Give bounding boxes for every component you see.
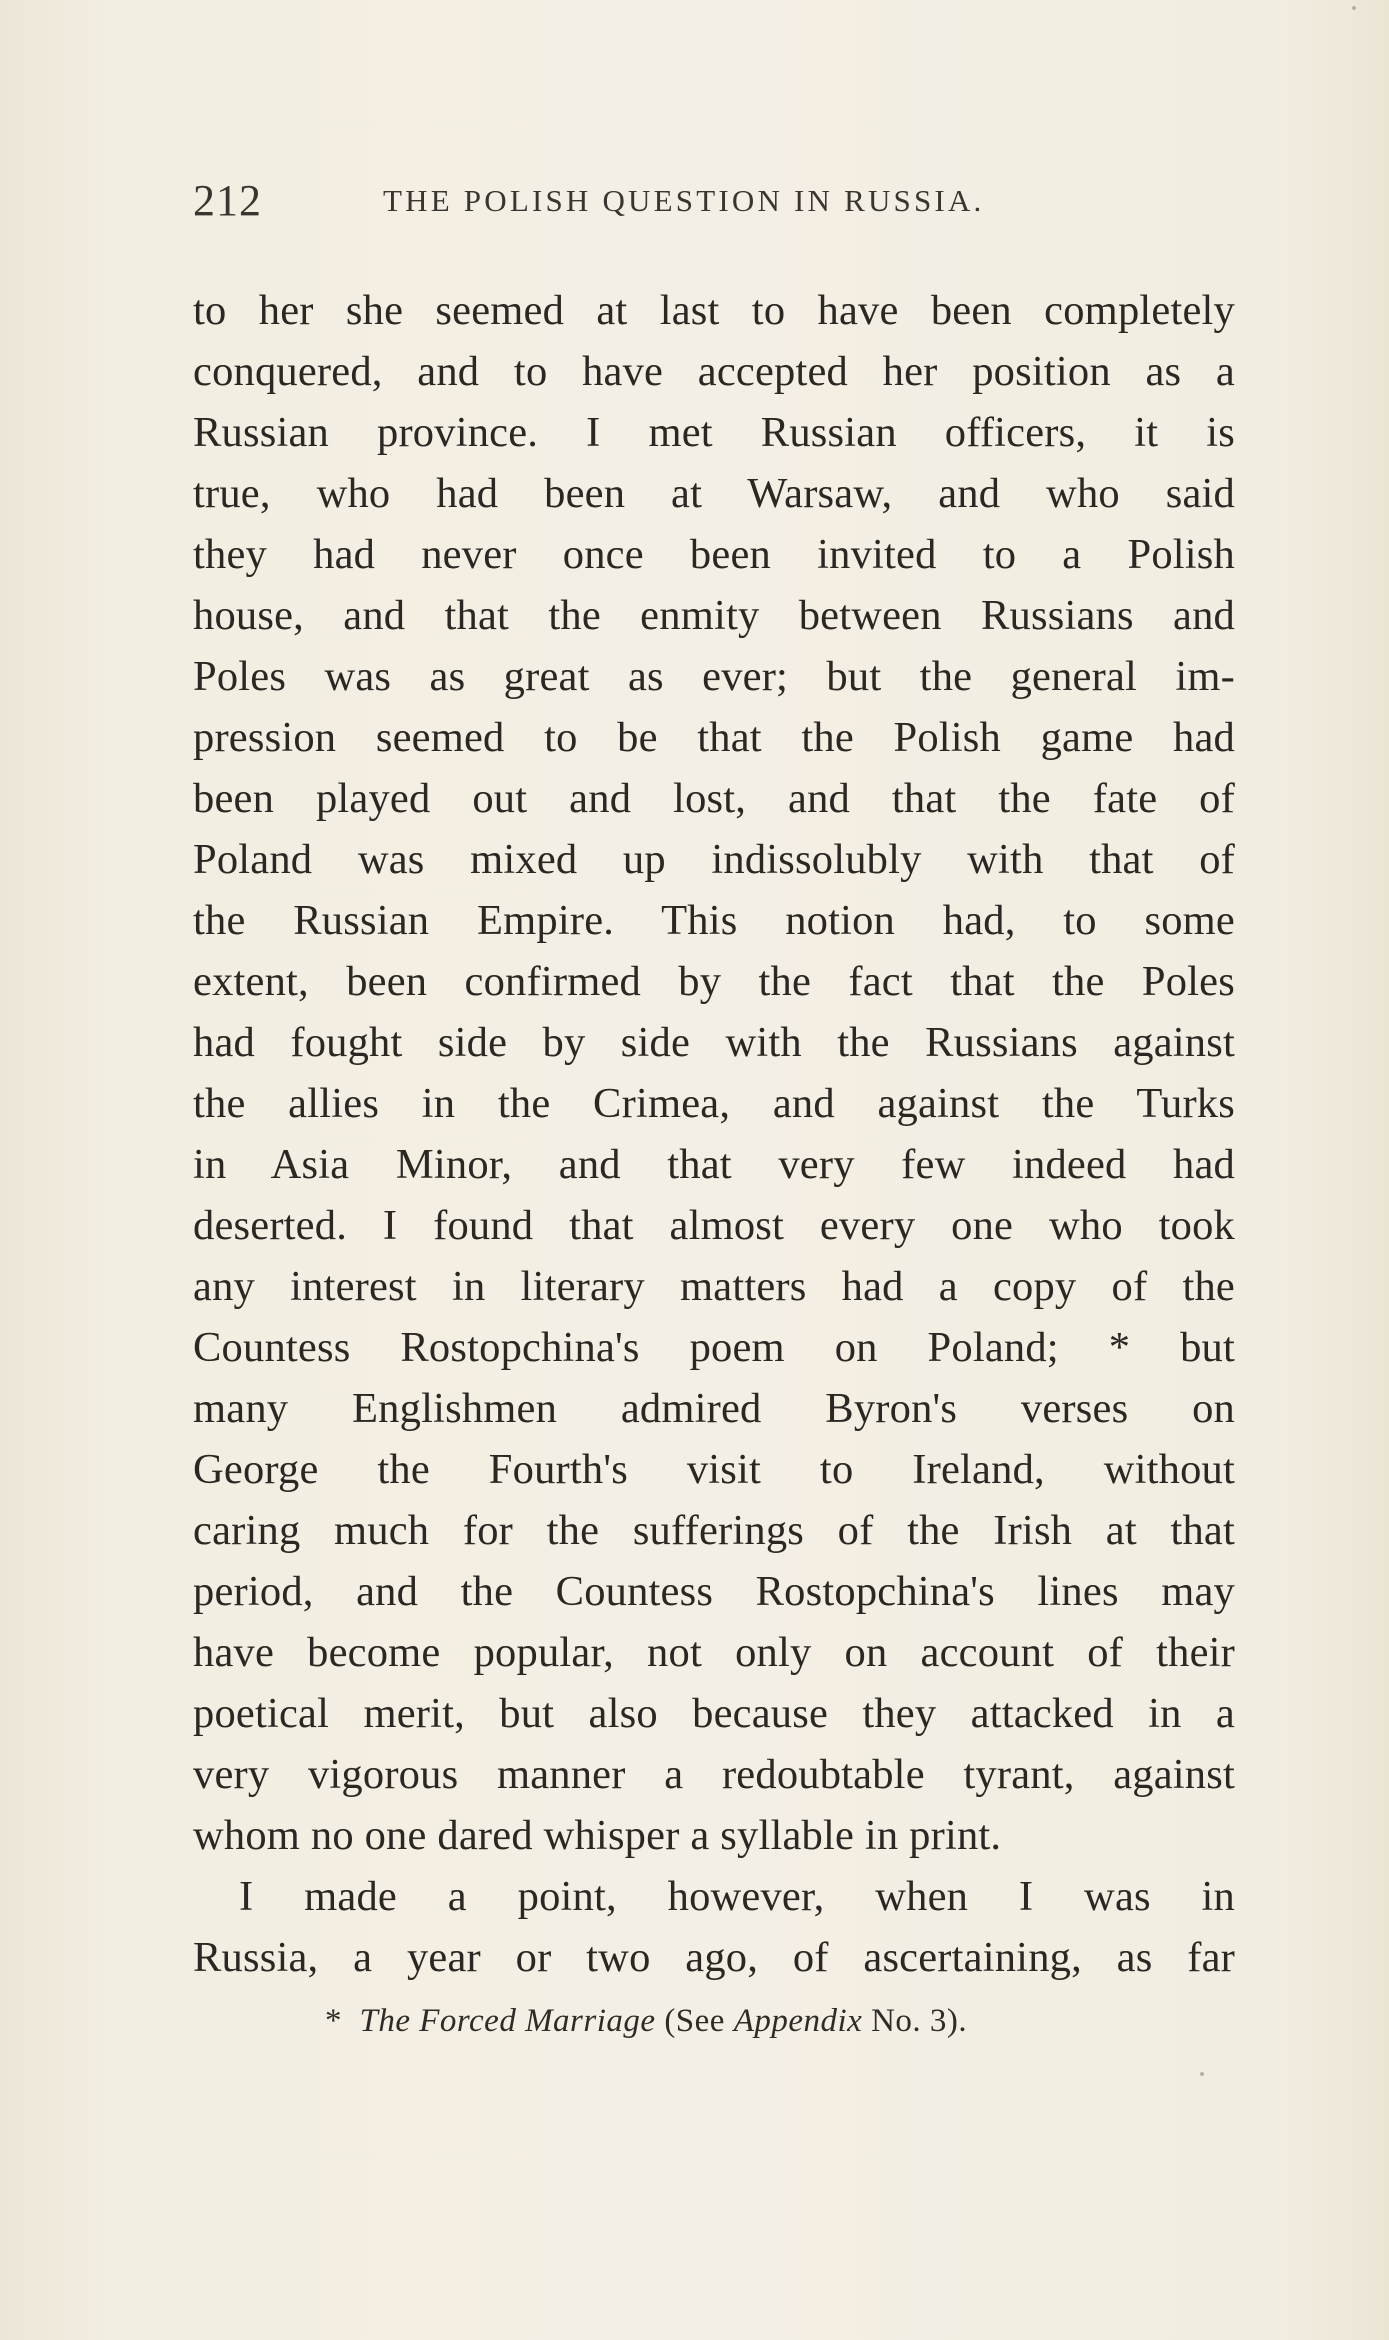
running-head: THE POLISH QUESTION IN RUSSIA. (383, 183, 985, 218)
text-line: extent, been confirmed by the fact that the Poles (193, 958, 1235, 1005)
text-line: the allies in the Crimea, and against the Turks (193, 1080, 1235, 1127)
text-line: any interest in literary matters had a copy of the (193, 1263, 1235, 1310)
page-header (193, 175, 1253, 235)
text-line: very vigorous manner a redoubtable tyrant, against (193, 1751, 1235, 1798)
text-line: pression seemed to be that the Polish game had (193, 714, 1235, 761)
footnote-appendix: Appendix (733, 2003, 863, 2039)
text-line: true, who had been at Warsaw, and who said (193, 470, 1235, 517)
text-line: had fought side by side with the Russians against (193, 1019, 1235, 1066)
text-line: conquered, and to have accepted her position as a (193, 348, 1235, 395)
paragraph-end-line: whom no one dared whisper a syllable in print. (193, 1812, 1002, 1859)
text-line: deserted. I found that almost every one who took (193, 1202, 1235, 1249)
page-number: 212 (193, 176, 262, 225)
paragraph-start-line: I made a point, however, when I was in (239, 1873, 1235, 1920)
paper-speck (1352, 6, 1356, 10)
text-line: Poles was as great as ever; but the general im- (193, 653, 1235, 700)
text-line: Russian province. I met Russian officers, it is (193, 409, 1235, 456)
text-line: house, and that the enmity between Russians and (193, 592, 1235, 639)
footnote-marker: * (325, 2003, 342, 2039)
body-text (193, 280, 1235, 1988)
text-line: the Russian Empire. This notion had, to some (193, 897, 1235, 944)
text-line: poetical merit, but also because they attacked in a (193, 1690, 1235, 1737)
text-line: in Asia Minor, and that very few indeed had (193, 1141, 1235, 1188)
text-line: period, and the Countess Rostopchina's lines may (193, 1568, 1235, 1615)
footnote (325, 2003, 967, 2040)
text-line: have become popular, not only on account of their (193, 1629, 1235, 1676)
text-line: they had never once been invited to a Polish (193, 531, 1235, 578)
footnote-number: No. 3). (871, 2003, 968, 2039)
text-line: George the Fourth's visit to Ireland, without (193, 1446, 1235, 1493)
text-line: Russia, a year or two ago, of ascertaining, as far (193, 1934, 1235, 1981)
text-line: many Englishmen admired Byron's verses on (193, 1385, 1235, 1432)
text-line: Poland was mixed up indissolubly with that of (193, 836, 1235, 883)
footnote-title: The Forced Marriage (359, 2003, 656, 2039)
paper-speck (1200, 2072, 1204, 2076)
text-line: caring much for the sufferings of the Irish at that (193, 1507, 1235, 1554)
text-line: to her she seemed at last to have been completely (193, 287, 1235, 334)
footnote-see: (See (664, 2003, 725, 2039)
text-line: Countess Rostopchina's poem on Poland; * but (193, 1324, 1235, 1371)
text-line: been played out and lost, and that the fate of (193, 775, 1235, 822)
